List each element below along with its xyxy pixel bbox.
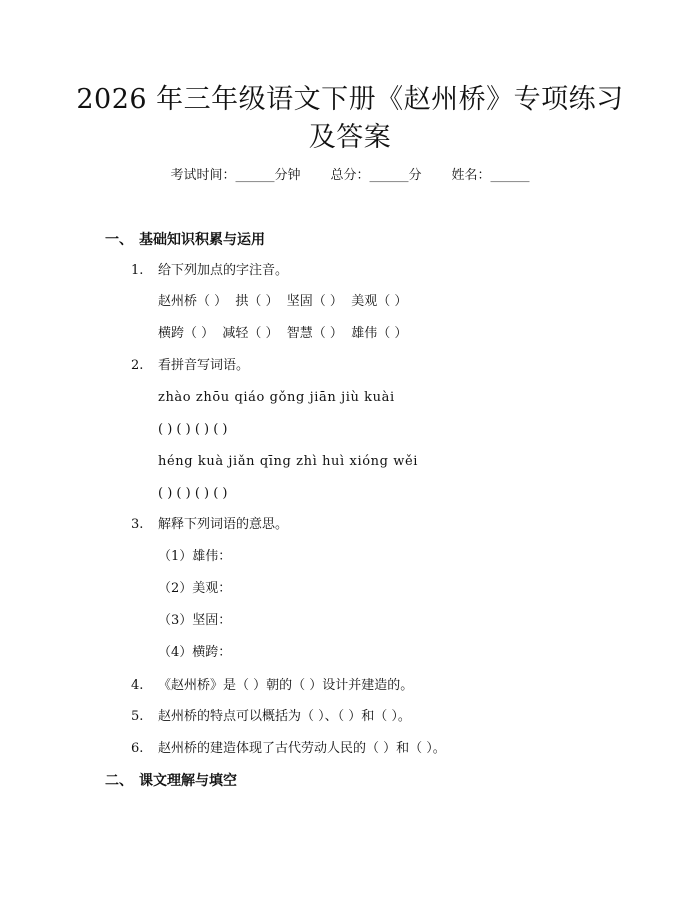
question-number: 4. — [131, 678, 144, 693]
definition-line: （2）美观： — [158, 581, 232, 596]
question-number: 6. — [131, 741, 144, 756]
question-text: 赵州桥的建造体现了古代劳动人民的（ ）和（ ）。 — [158, 741, 446, 756]
section-title: 课文理解与填空 — [139, 773, 237, 789]
question-6 — [131, 739, 446, 759]
answer-line: 赵州桥（ ） 拱（ ） 坚固（ ） 美观（ ） — [158, 294, 408, 309]
answer-blanks: ( ) ( ) ( ) ( ) — [158, 422, 228, 437]
question-1 — [131, 261, 288, 281]
question-4 — [131, 676, 413, 696]
question-text: 《赵州桥》是（ ）朝的（ ）设计并建造的。 — [158, 678, 414, 693]
student-name-field: 姓名：______ — [451, 168, 530, 183]
definition-line: （4）横跨： — [158, 645, 232, 660]
section-title: 基础知识积累与运用 — [139, 232, 265, 248]
total-score-field: 总分：______分 — [330, 168, 422, 183]
answer-line: 横跨（ ） 减轻（ ） 智慧（ ） 雄伟（ ） — [158, 326, 408, 341]
definition-line: （1）雄伟： — [158, 549, 232, 564]
question-text: 解释下列词语的意思。 — [158, 517, 289, 532]
section-heading-1 — [105, 230, 265, 250]
section-number: 一、 — [105, 232, 133, 248]
question-number: 2. — [131, 358, 144, 373]
question-number: 1. — [131, 263, 144, 278]
question-2 — [131, 356, 249, 376]
definition-line: （3）坚固： — [158, 613, 232, 628]
question-text: 赵州桥的特点可以概括为（ ）、（ ）和（ ）。 — [158, 709, 411, 724]
question-5 — [131, 707, 411, 727]
exam-time-field: 考试时间：______分钟 — [170, 168, 301, 183]
pinyin-line: héng kuà jiǎn qīng zhì huì xióng wěi — [158, 454, 419, 469]
question-text: 看拼音写词语。 — [158, 358, 250, 373]
section-heading-2 — [105, 771, 237, 791]
page-title-line-2: 及答案 — [308, 122, 392, 153]
answer-blanks: ( ) ( ) ( ) ( ) — [158, 486, 228, 501]
section-number: 二、 — [105, 773, 133, 789]
question-number: 5. — [131, 709, 144, 724]
question-3 — [131, 515, 288, 535]
page-title-line-1: 2026 年三年级语文下册《赵州桥》专项练习 — [76, 84, 624, 115]
question-number: 3. — [131, 517, 144, 532]
exam-meta — [0, 166, 700, 186]
pinyin-line: zhào zhōu qiáo gǒng jiān jiù kuài — [158, 390, 395, 405]
question-text: 给下列加点的字注音。 — [158, 263, 289, 278]
